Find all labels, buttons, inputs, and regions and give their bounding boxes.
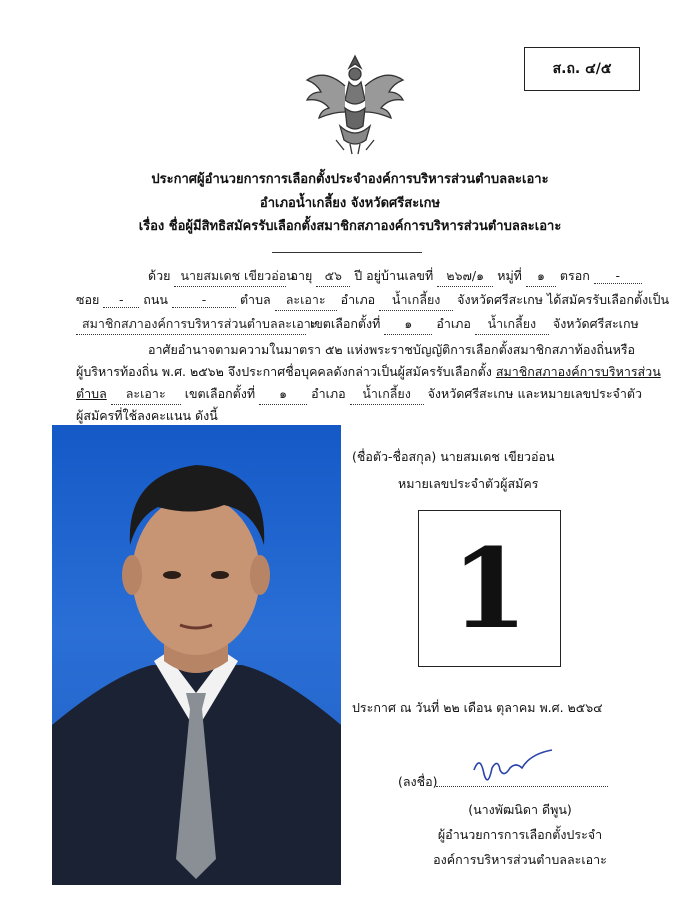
text: จังหวัดศรีสะเกษ และหมายเลขประจำตัว xyxy=(427,386,643,401)
candidate-name-field: นายสมเดช เขียวอ่อน xyxy=(174,266,286,287)
text: ซอย xyxy=(76,292,100,307)
zone-field: ๑ xyxy=(384,314,432,335)
text: จังหวัดศรีสะเกษ ได้สมัครรับเลือกตั้งเป็น xyxy=(457,292,669,307)
text: ตรอก xyxy=(559,268,590,283)
paragraph1-line3 xyxy=(76,314,639,335)
text: อำเภอ xyxy=(311,386,346,401)
candidate-name-label: (ชื่อตัว-ชื่อสกุล) นายสมเดช เขียวอ่อน xyxy=(352,449,555,464)
alley-field: - xyxy=(594,268,642,284)
signature-scribble xyxy=(470,748,560,788)
text: ถนน xyxy=(143,292,168,307)
signer-title-2: องค์การบริหารส่วนตำบลละเอาะ xyxy=(433,852,607,867)
moo-field: ๑ xyxy=(526,266,556,287)
text: ตำบล xyxy=(76,386,107,401)
road-field: - xyxy=(172,292,236,308)
paragraph2-line4: ผู้สมัครที่ใช้ลงคะแนน ดังนี้ xyxy=(76,408,218,423)
candidate-number-label: หมายเลขประจำตัวผู้สมัคร xyxy=(398,476,539,491)
position-field: สมาชิกสภาองค์การบริหารส่วนตำบลละเอาะ xyxy=(76,314,306,335)
garuda-emblem xyxy=(300,48,410,158)
amphoe-field: น้ำเกลี้ยง xyxy=(379,290,453,311)
announcement-date: ประกาศ ณ วันที่ ๒๒ เดือน ตุลาคม พ.ศ. ๒๕๖๔ xyxy=(352,700,603,715)
title-line-3: เรื่อง ชื่อผู้มีสิทธิสมัครรับเลือกตั้งสมาชิกสภาองค์การบริหารส่วนตำบลละเอาะ xyxy=(138,219,562,234)
document-code: ส.ถ. ๔/๕ xyxy=(524,47,640,91)
soi-field: - xyxy=(103,292,139,308)
paragraph2-line1: อาศัยอำนาจตามความในมาตรา ๕๒ แห่งพระราชบัญญัติการเลือกตั้งสมาชิกสภาท้องถิ่นหรือ xyxy=(148,342,636,357)
title-line-2: อำเภอน้ำเกลี้ยง จังหวัดศรีสะเกษ xyxy=(259,196,441,211)
text: ตำบล xyxy=(239,292,271,307)
signature-label: (ลงชื่อ) xyxy=(398,774,438,789)
tambon-field: ละเอาะ xyxy=(275,290,337,311)
text: เขตเลือกตั้งที่ xyxy=(309,316,381,331)
candidate-photo xyxy=(52,425,341,885)
text: อำเภอ xyxy=(340,292,376,307)
text: จังหวัดศรีสะเกษ xyxy=(552,316,639,331)
paragraph2-line3 xyxy=(76,384,642,405)
candidate-number: 1 xyxy=(418,510,561,667)
tambon-field: ละเอาะ xyxy=(111,384,181,405)
zone-field: ๑ xyxy=(259,384,307,405)
position-underlined: สมาชิกสภาองค์การบริหารส่วน xyxy=(495,364,661,379)
divider xyxy=(272,252,422,253)
paragraph1-line2 xyxy=(76,290,669,311)
house-no-field: ๒๖๗/๑ xyxy=(437,266,493,287)
text: อายุ xyxy=(290,268,313,283)
title-line-1: ประกาศผู้อำนวยการการเลือกตั้งประจำองค์การบริหารส่วนตำบลละเอาะ xyxy=(151,172,549,187)
amphoe-field: น้ำเกลี้ยง xyxy=(475,314,549,335)
signer-title-1: ผู้อำนวยการการเลือกตั้งประจำ xyxy=(437,827,603,842)
text: ผู้บริหารท้องถิ่น พ.ศ. ๒๕๖๒ จึงประกาศชื่อบุคคลดังกล่าวเป็นผู้สมัครรับเลือกตั้ง xyxy=(76,364,492,379)
text: หมู่ที่ xyxy=(497,268,522,283)
age-field: ๕๖ xyxy=(316,266,350,287)
signer-name: (นางพัฒนิดา ดีพูน) xyxy=(468,802,572,817)
text: อำเภอ xyxy=(436,316,471,331)
amphoe-field: น้ำเกลี้ยง xyxy=(350,384,424,405)
text: ด้วย xyxy=(148,268,171,283)
paragraph2-line2 xyxy=(76,362,661,382)
text: เขตเลือกตั้งที่ xyxy=(184,386,256,401)
text: ปี อยู่บ้านเลขที่ xyxy=(354,268,434,283)
paragraph1-line1 xyxy=(148,266,642,287)
